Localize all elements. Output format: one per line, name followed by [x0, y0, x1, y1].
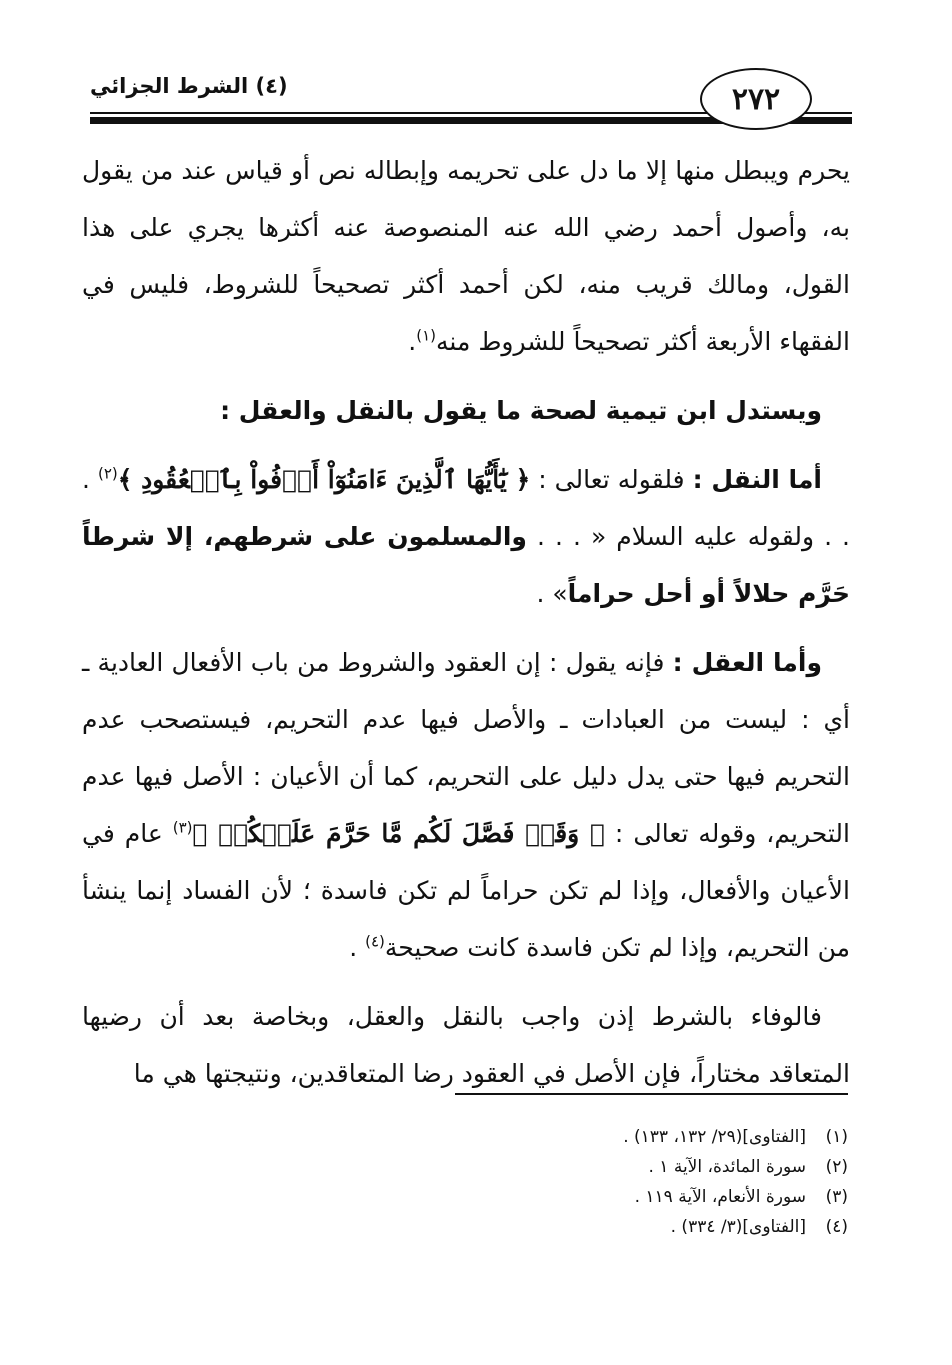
aql-text-1: فإنه يقول : إن العقود والشروط من باب الأفعال العادية ـ أي : ليست من العبادات ـ والأصل فيها عدم التحريم، فيستصحب عدم التحريم فيها حتى يدل دليل على التحريم، كما أن الأعيان : الأصل فيها عدم التحريم، وقوله تعالى :: [82, 648, 850, 848]
aql-text-2: عام في الأعيان والأفعال، وإذا لم تكن حراماً لم تكن فاسدة ؛ لأن الفساد إنما ينشأ من التحريم، وإذا لم تكن فاسدة كانت صحيحة: [82, 819, 850, 962]
footnote-1: [300, 1122, 848, 1152]
footnote-number: (٤): [825, 1217, 848, 1237]
footnote-ref-2: (٢): [97, 464, 118, 483]
quran-verse-1: ﴿ يَٰٓأَيُّهَا ٱلَّذِينَ ءَامَنُوٓاْ أَوۡفُواْ بِٱلۡعُقُودِ ﴾: [117, 465, 531, 494]
footnote-3: [300, 1182, 848, 1212]
aql-label: وأما العقل :: [672, 648, 822, 677]
footnotes: [300, 1122, 848, 1242]
paragraph-1-end: .: [408, 327, 417, 356]
page-header: [80, 60, 852, 130]
footnote-text: سورة المائدة، الآية ١ .: [648, 1157, 806, 1177]
running-title: (٤) الشرط الجزائي: [90, 74, 288, 98]
aql-end: .: [349, 933, 366, 962]
footnote-text: [الفتاوى](٢٩/ ١٣٢، ١٣٣) .: [623, 1127, 806, 1147]
paragraph-1: [82, 142, 850, 370]
naql-label: أما النقل :: [692, 465, 822, 494]
footnote-ref-4: (٤): [365, 932, 385, 951]
section-heading: ويستدل ابن تيمية لصحة ما يقول بالنقل والعقل :: [220, 396, 822, 425]
footnote-ref-1: (١): [416, 326, 437, 345]
footnote-text: [الفتاوى](٣/ ٣٣٤) .: [670, 1217, 806, 1237]
paragraph-1-text: يحرم ويبطل منها إلا ما دل على تحريمه وإبطاله نص أو قياس عند من يقول به، وأصول أحمد رضي الله عنه المنصوصة عنه أكثرها يجري على هذا القول، ومالك قريب منه، لكن أحمد أكثر تصحيحاً للشروط، فليس في الفقهاء الأربعة أكثر تصحيحاً للشروط منه: [82, 156, 850, 356]
footnote-number: (٣): [825, 1187, 848, 1207]
quran-verse-2: ﴿ وَقَدۡ فَصَّلَ لَكُم مَّا حَرَّمَ عَلَيۡكُمۡ ﴾: [192, 819, 605, 848]
naql-dots: . . .: [82, 465, 851, 551]
naql-intro: فلقوله تعالى :: [530, 465, 693, 494]
footnote-4: [300, 1212, 848, 1242]
footnote-number: (٢): [825, 1157, 848, 1177]
footnote-number: (١): [825, 1127, 848, 1147]
hadith-text: والمسلمون على شرطهم، إلا شرطاً حَرَّم حلالاً أو أحل حراماً: [82, 522, 850, 608]
paragraph-conclusion: فالوفاء بالشرط إذن واجب بالنقل والعقل، وبخاصة بعد أن رضيها المتعاقد مختاراً، فإن الأصل في العقود رضا المتعاقدين، ونتيجتها هي ما: [82, 1002, 850, 1088]
footnote-ref-3: (٣): [172, 818, 193, 837]
paragraph-aql: [82, 634, 850, 976]
paragraph-naql: [82, 451, 850, 622]
footnote-text: سورة الأنعام، الآية ١١٩ .: [634, 1187, 806, 1207]
naql-end: » .: [536, 579, 568, 608]
page-number: ٢٧٢: [700, 68, 812, 130]
body-text: [82, 142, 850, 1114]
naql-continuation: ولقوله عليه السلام « . . .: [526, 522, 815, 551]
footnote-2: [300, 1152, 848, 1182]
footnote-separator: [455, 1093, 848, 1095]
